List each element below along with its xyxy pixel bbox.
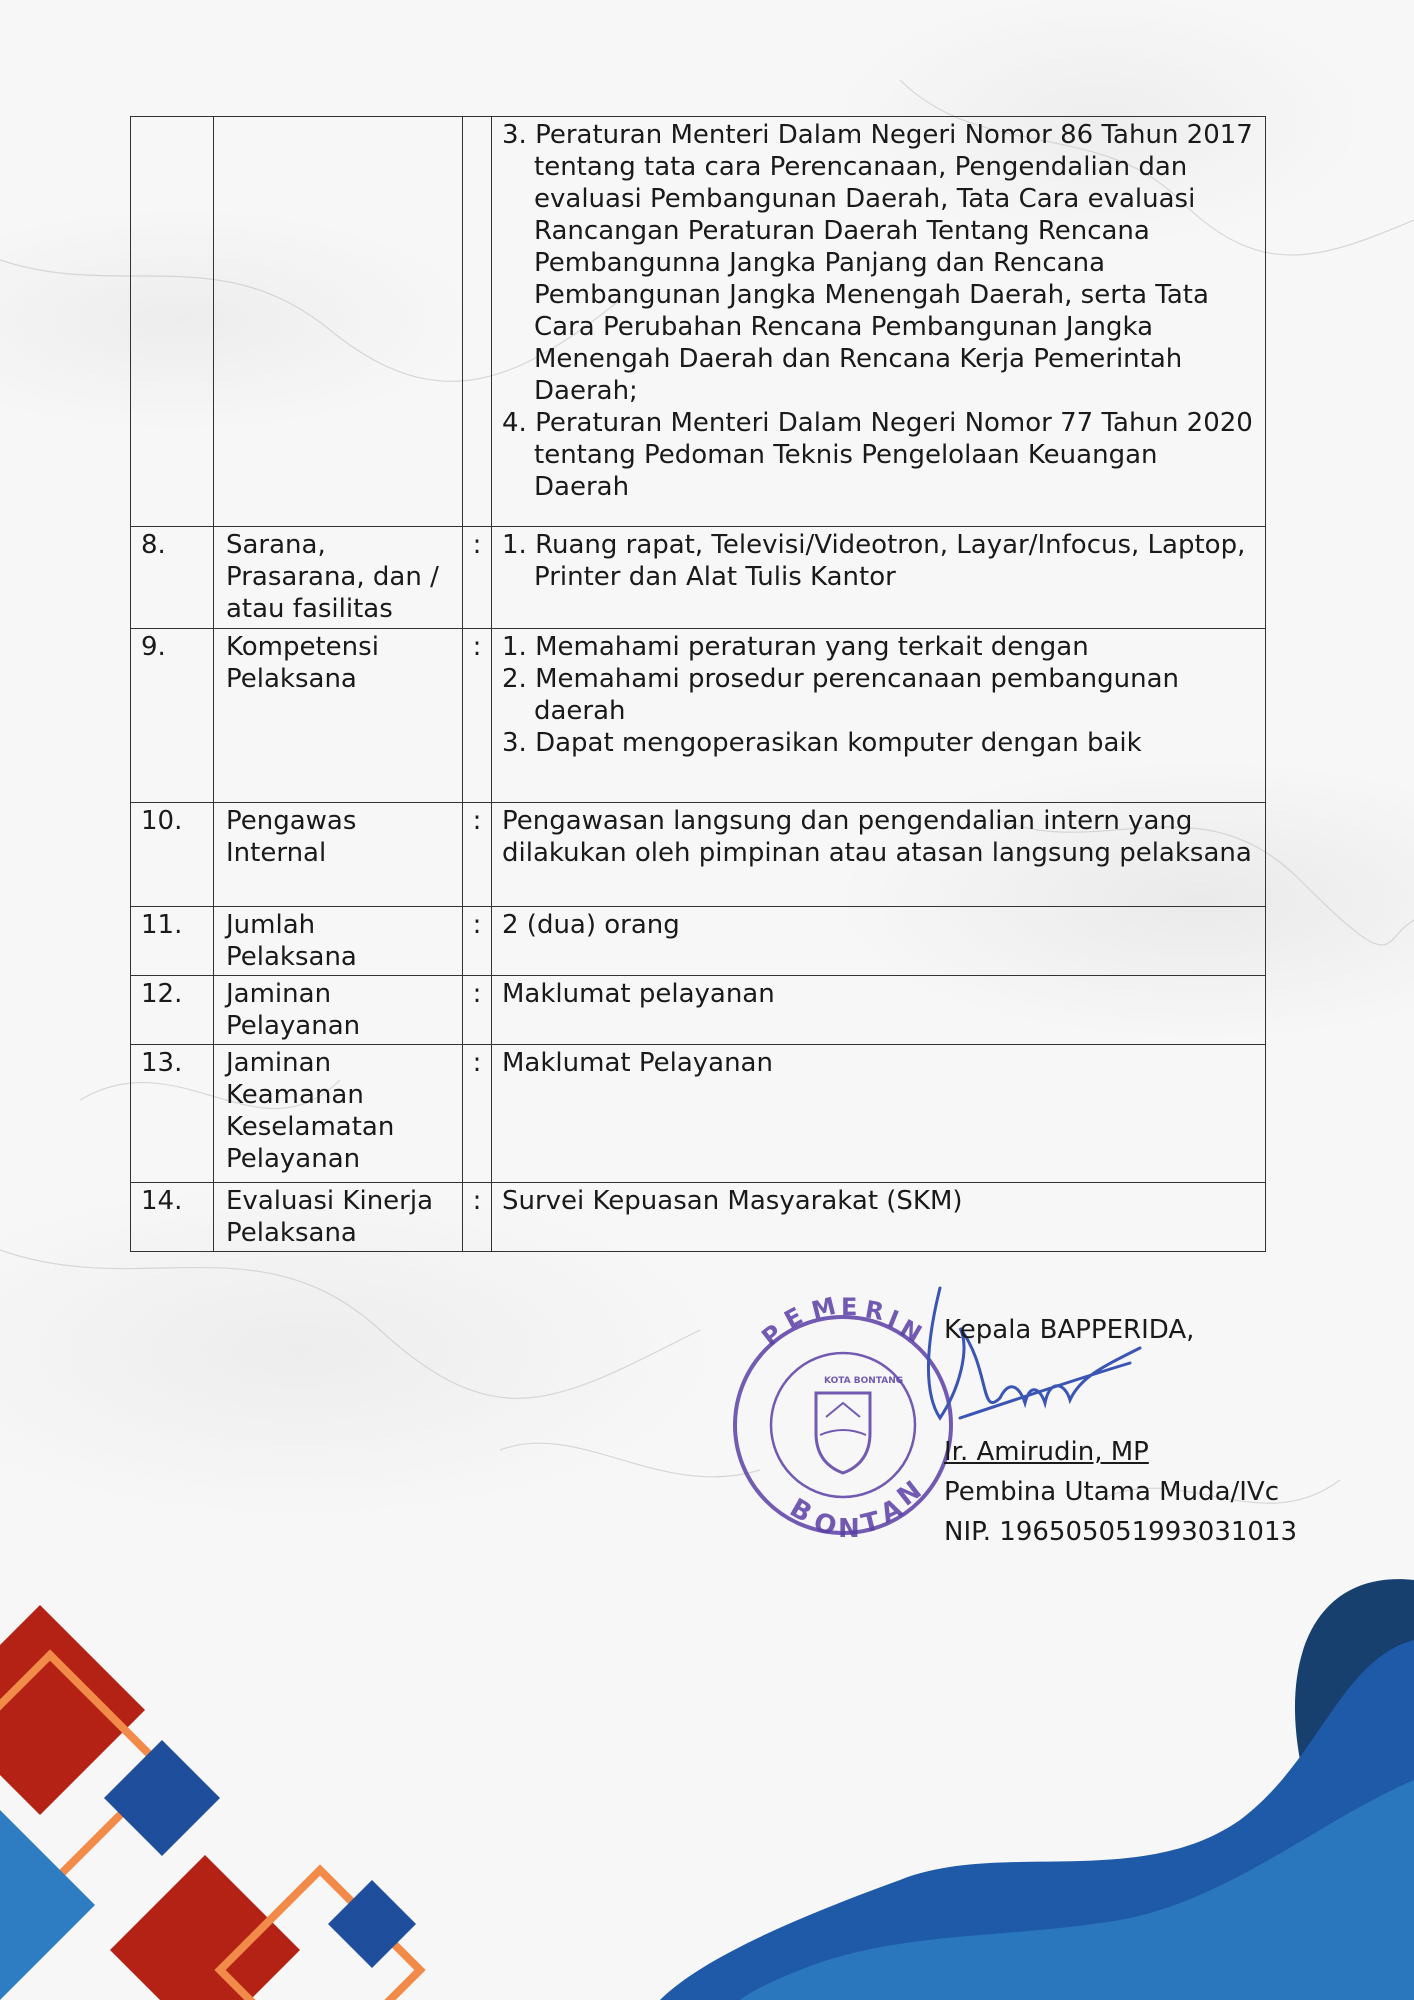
svg-text:A: A — [875, 1493, 908, 1530]
content-item: 2. Memahami prosedur perencanaan pembangunan daerah — [502, 664, 1180, 726]
table-row — [131, 1183, 1266, 1252]
content-item: 3. Peraturan Menteri Dalam Negeri Nomor 86 Tahun 2017 tentang tata cara Perencanaan, Pengendalian dan evaluasi Pembangunan Daerah, Tata Cara evaluasi Rancangan Peraturan Daerah Tentang Rencana Pembangunna Jangka Panjang dan Rencana Pembangunan Jangka Menengah Daerah, serta Tata Cara Perubahan Rencana Pembangunan Jangka Menengah Daerah dan Rencana Kerja Pemerintah Daerah; — [502, 120, 1253, 406]
row-colon: : — [463, 803, 492, 907]
svg-text:O: O — [809, 1507, 841, 1543]
signatory-nip: NIP. 196505051993031013 — [944, 1517, 1298, 1547]
svg-text:KOTA BONTANG: KOTA BONTANG — [824, 1376, 904, 1386]
row-label: Jumlah Pelaksana — [214, 907, 463, 976]
row-content — [492, 907, 1266, 976]
row-content — [492, 117, 1266, 527]
row-label: Kompetensi Pelaksana — [214, 629, 463, 803]
content-item: Pengawasan langsung dan pengendalian intern yang dilakukan oleh pimpinan atau atasan langsung pelaksana — [502, 806, 1252, 868]
signatory-name: Ir. Amirudin, MP — [944, 1437, 1149, 1467]
svg-text:M: M — [808, 1291, 839, 1325]
table-row — [131, 527, 1266, 629]
row-number: 8. — [131, 527, 214, 629]
row-colon — [463, 117, 492, 527]
svg-text:N: N — [838, 1514, 860, 1544]
svg-text:R: R — [862, 1295, 887, 1327]
service-standard-table — [130, 116, 1266, 1252]
content-item: Maklumat pelayanan — [502, 979, 775, 1009]
row-content — [492, 1183, 1266, 1252]
row-number: 11. — [131, 907, 214, 976]
svg-text:N: N — [895, 1313, 927, 1349]
row-colon: : — [463, 1045, 492, 1183]
table-row — [131, 976, 1266, 1045]
row-content — [492, 803, 1266, 907]
row-label — [214, 117, 463, 527]
row-colon: : — [463, 976, 492, 1045]
table-row — [131, 907, 1266, 976]
table-row — [131, 803, 1266, 907]
row-colon: : — [463, 907, 492, 976]
svg-text:E: E — [841, 1293, 858, 1321]
svg-text:E: E — [779, 1301, 808, 1335]
svg-text:N: N — [891, 1475, 928, 1513]
row-number: 10. — [131, 803, 214, 907]
content-item: 3. Dapat mengoperasikan komputer dengan baik — [502, 728, 1142, 758]
row-colon: : — [463, 527, 492, 629]
svg-text:P: P — [756, 1318, 788, 1352]
content-item: 1. Memahami peraturan yang terkait dengan — [502, 632, 1089, 662]
row-label: Jaminan Pelayanan — [214, 976, 463, 1045]
row-content — [492, 527, 1266, 629]
row-label: Evaluasi Kinerja Pelaksana — [214, 1183, 463, 1252]
signatory-rank: Pembina Utama Muda/IVc — [944, 1477, 1280, 1507]
svg-text:B: B — [784, 1493, 817, 1529]
table-row — [131, 629, 1266, 803]
svg-text:I: I — [883, 1304, 903, 1334]
row-content — [492, 976, 1266, 1045]
row-colon: : — [463, 629, 492, 803]
table-row — [131, 1045, 1266, 1183]
content-item: 1. Ruang rapat, Televisi/Videotron, Layar/Infocus, Laptop, Printer dan Alat Tulis Kantor — [502, 530, 1246, 592]
row-label: Pengawas Internal — [214, 803, 463, 907]
row-label: Sarana, Prasarana, dan / atau fasilitas — [214, 527, 463, 629]
content-item: Maklumat Pelayanan — [502, 1048, 773, 1078]
row-number: 14. — [131, 1183, 214, 1252]
row-number — [131, 117, 214, 527]
row-content — [492, 629, 1266, 803]
table-row — [131, 117, 1266, 527]
row-number: 13. — [131, 1045, 214, 1183]
row-colon: : — [463, 1183, 492, 1252]
signature-block — [944, 1310, 1297, 1552]
content-item: 2 (dua) orang — [502, 910, 680, 940]
row-number: 9. — [131, 629, 214, 803]
content-item: Survei Kepuasan Masyarakat (SKM) — [502, 1186, 963, 1216]
row-label: Jaminan Keamanan Keselamatan Pelayanan — [214, 1045, 463, 1183]
content-item: 4. Peraturan Menteri Dalam Negeri Nomor 77 Tahun 2020 tentang Pedoman Teknis Pengelolaan Keuangan Daerah — [502, 408, 1253, 502]
row-number: 12. — [131, 976, 214, 1045]
signatory-title: Kepala BAPPERIDA, — [944, 1315, 1195, 1345]
svg-text:T: T — [858, 1506, 883, 1540]
row-content — [492, 1045, 1266, 1183]
